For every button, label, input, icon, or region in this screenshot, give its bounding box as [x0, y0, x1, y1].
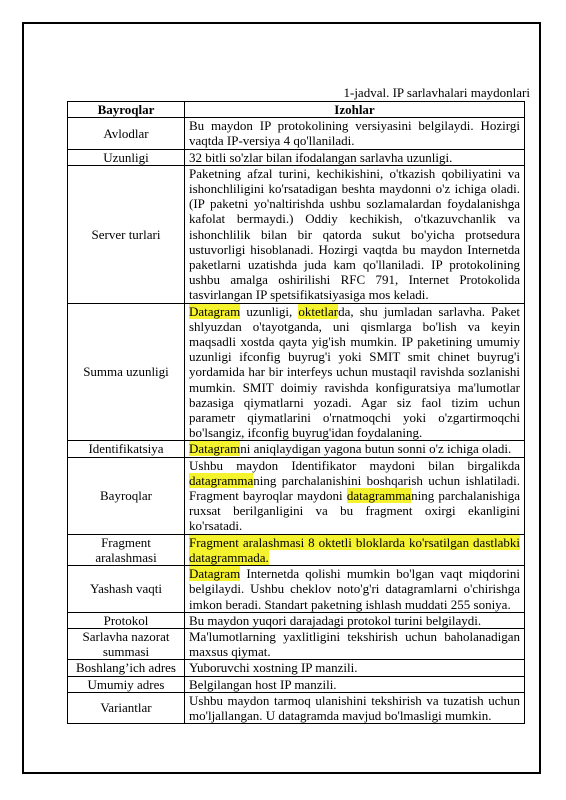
- field-name: Fragment aralashmasi: [68, 534, 185, 565]
- header-notes: Izohlar: [185, 102, 525, 118]
- description-text: da, shu jumladan sarlavha. Paket shlyuzdan o'tayotganda, uni qismlarga bo'lish va keyin maqsadli xostda qayta yig'ish mumkin. IP paketining umumiy uzunligi ifconfig buyrug'i yoki SMIT smit chinet buyrug'i yordamida har bir interfeys uchun mustaqil ravishda sozlanishi mumkin. SMIT doimiy ravishda konfiguratsiya ma'lumotlar bazasiga qiymatlarni yozadi. Agar siz faol tizim uchun parametr qiymatlarini o'rnatmoqchi yoki o'zgartirmoqchi bo'lsangiz, ifconfig buyrug'idan foydalaning.: [189, 303, 520, 441]
- description-text: ning parchalanishini boshqarish uchun ishlatiladi. Fragment bayroqlar maydoni: [189, 472, 520, 504]
- table-header-row: [68, 102, 525, 118]
- field-description: [185, 534, 525, 565]
- table-row: [68, 165, 525, 303]
- field-name: Uzunligi: [68, 149, 185, 165]
- field-name: Variantlar: [68, 692, 185, 723]
- table-caption: 1-jadval. IP sarlavhalari maydonlari: [343, 85, 530, 100]
- field-description: 32 bitli so'zlar bilan ifodalangan sarlavha uzunligi.: [185, 149, 525, 165]
- table-row: [68, 303, 525, 441]
- table-row: [68, 566, 525, 613]
- field-description: [185, 303, 525, 441]
- field-name: Identifikatsiya: [68, 441, 185, 457]
- field-description: Paketning afzal turini, kechikishini, o'tkazish qobiliyatini va ishonchliligini ko'rsatadigan beshta maydonni o'z ichiga oladi. (IP paketni yo'naltirishda ushbu sozlamalardan foydalanishga kafolat bermaydi.) Oddiy kechikish, o'tkazuvchanlik va ishonchlilik bilan bir qatorda sukut bo'yicha protsedura ustuvorligi hisoblanadi. Hozirgi vaqtda bu maydon Internetda paketlarni uzatishda juda kam qo'llaniladi. IP protokolining ushbu amalga oshirilishi RFC 791, Internet Protokolida tasvirlangan IP spetsifikatsiyasiga mos keladi.: [185, 165, 525, 303]
- field-name: Avlodlar: [68, 118, 185, 149]
- field-name: Summa uzunligi: [68, 303, 185, 441]
- highlighted-term: Datagram: [189, 566, 241, 582]
- header-flags: Bayroqlar: [68, 102, 185, 118]
- table-row: [68, 612, 525, 628]
- table-row: [68, 118, 525, 149]
- field-name: Umumiy adres: [68, 676, 185, 692]
- table-row: [68, 628, 525, 659]
- highlighted-term: oktetlar: [298, 303, 339, 319]
- table-row: [68, 692, 525, 723]
- table-row: [68, 676, 525, 692]
- highlighted-term: datagramma: [189, 472, 254, 488]
- table-row: [68, 149, 525, 165]
- field-description: Bu maydon yuqori darajadagi protokol turini belgilaydi.: [185, 612, 525, 628]
- description-text: Internetda qolishi mumkin bo'lgan vaqt miqdorini belgilaydi. Ushbu cheklov noto'g'ri datagramlarni o'chirishga imkon beradi. Standart paketning ishlash muddati 255 soniya.: [189, 566, 520, 612]
- field-description: Bu maydon IP protokolining versiyasini belgilaydi. Hozirgi vaqtda IP-versiya 4 qo'llaniladi.: [185, 118, 525, 149]
- field-name: Protokol: [68, 612, 185, 628]
- table-row: [68, 457, 525, 534]
- field-name: Server turlari: [68, 165, 185, 303]
- description-text: uzunligi,: [240, 303, 299, 319]
- description-text: ni aniqlaydigan yagona butun sonni o'z ichiga oladi.: [240, 441, 512, 457]
- description-text: ning parchalanishiga ruxsat berilganligini va bu fragment oxirgi ekanligini ko'rsatadi.: [189, 488, 520, 534]
- table-row: [68, 534, 525, 565]
- field-description: Ma'lumotlarning yaxlitligini tekshirish uchun baholanadigan maxsus qiymat.: [185, 628, 525, 659]
- highlighted-term: Datagram: [189, 303, 241, 319]
- highlighted-sentence: Fragment aralashmasi 8 oktetli bloklarda ko'rsatilgan dastlabki datagrammada.: [189, 534, 520, 565]
- field-description: Ushbu maydon tarmoq ulanishini tekshirish va tuzatish uchun mo'ljallangan. U datagramda mavjud bo'lmasligi mumkin.: [185, 692, 525, 723]
- field-description: [185, 457, 525, 534]
- field-name: Sarlavha nazorat summasi: [68, 628, 185, 659]
- field-description: Yuboruvchi xostning IP manzili.: [185, 660, 525, 676]
- table-row: [68, 660, 525, 676]
- field-name: Yashash vaqti: [68, 566, 185, 613]
- field-name: Bayroqlar: [68, 457, 185, 534]
- ip-header-fields-table: [67, 101, 525, 724]
- highlighted-term: datagramma: [346, 488, 412, 504]
- field-description: [185, 441, 525, 457]
- highlighted-term: Datagram: [189, 441, 241, 457]
- field-description: [185, 566, 525, 613]
- field-name: Boshlang’ich adres: [68, 660, 185, 676]
- field-description: Belgilangan host IP manzili.: [185, 676, 525, 692]
- table-row: [68, 441, 525, 457]
- description-text: Ushbu maydon Identifikator maydoni bilan birgalikda: [189, 457, 520, 473]
